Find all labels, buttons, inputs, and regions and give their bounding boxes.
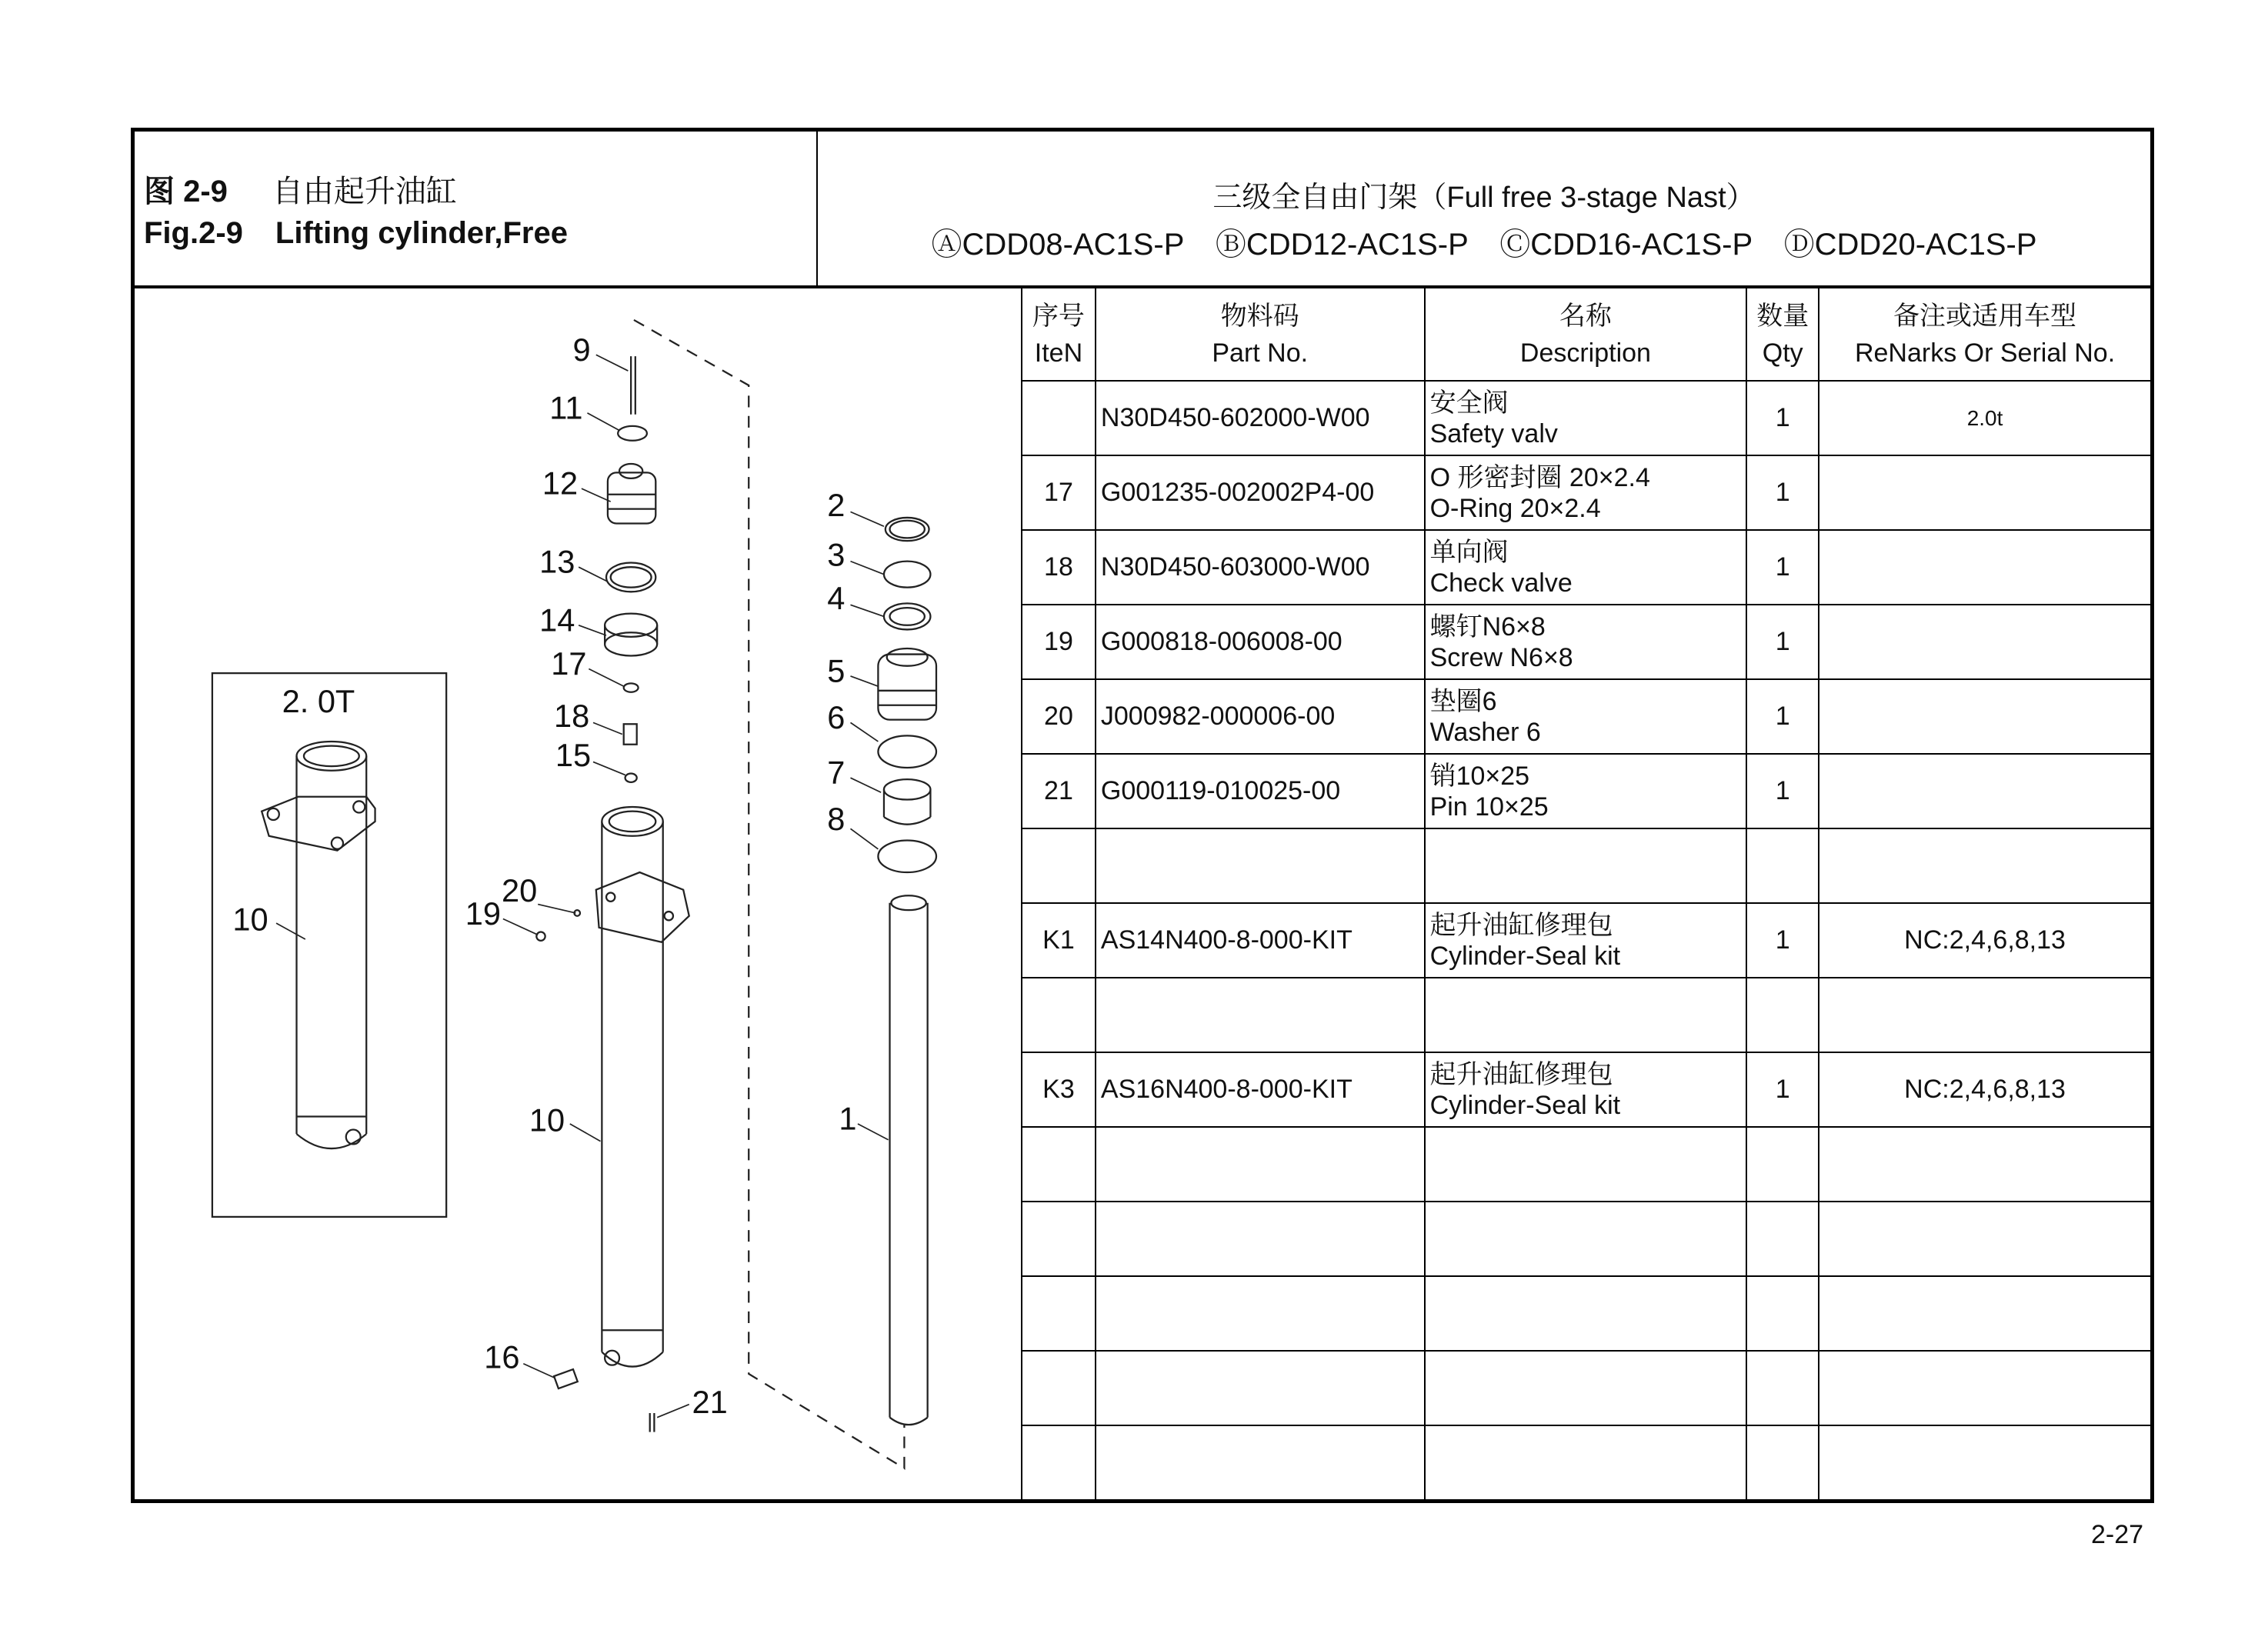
- desc-cn: 垫圈6: [1429, 686, 1497, 716]
- callout-3: 3: [827, 536, 845, 573]
- cell-qty: 1: [1746, 530, 1819, 605]
- cell-item: 18: [1022, 530, 1096, 605]
- cell-part-no: N30D450-602000-W00: [1096, 381, 1425, 455]
- desc-cn: 安全阀: [1429, 388, 1509, 418]
- cell-qty: 1: [1746, 605, 1819, 679]
- desc-en: O-Ring 20×2.4: [1429, 493, 1601, 523]
- model-b: ⒷCDD12-AC1S-P: [1215, 228, 1469, 262]
- cell-part-no: AS16N400-8-000-KIT: [1096, 1052, 1425, 1127]
- cell-part-no: N30D450-603000-W00: [1096, 530, 1425, 605]
- desc-cn: O 形密封圈 20×2.4: [1429, 462, 1650, 492]
- main-cylinder-parts: [878, 518, 936, 1425]
- callout-4: 4: [827, 579, 845, 616]
- callout-18: 18: [553, 698, 590, 735]
- cell-part-no: J000982-000006-00: [1096, 679, 1425, 754]
- desc-en: Washer 6: [1429, 717, 1541, 747]
- callout-15: 15: [555, 737, 592, 774]
- model-c: ⒸCDD16-AC1S-P: [1499, 228, 1753, 262]
- cell-item: 17: [1022, 455, 1096, 530]
- desc-cn: 销10×25: [1429, 761, 1530, 791]
- desc-cn: 单向阀: [1429, 537, 1509, 567]
- col-part-no: 物料码 Part No.: [1096, 288, 1425, 381]
- callout-6: 6: [827, 698, 845, 735]
- free-lift-cylinder-parts: [536, 356, 689, 1432]
- cell-qty: 1: [1746, 455, 1819, 530]
- callout-17: 17: [551, 645, 587, 682]
- callout-2: 2: [827, 487, 845, 524]
- fig-en-title: Lifting cylinder,Free: [275, 216, 568, 250]
- inset-label: 2. 0T: [282, 683, 355, 720]
- callout-leaders: [276, 355, 889, 1417]
- model-d: ⒹCDD20-AC1S-P: [1783, 228, 2037, 262]
- cell-remarks: NC:2,4,6,8,13: [1819, 1052, 2150, 1127]
- cell-remarks: NC:2,4,6,8,13: [1819, 903, 2150, 978]
- page-number: 2-27: [2091, 1520, 2144, 1549]
- callout-5: 5: [827, 652, 845, 689]
- col-qty: 数量 Qty: [1746, 288, 1819, 381]
- inset-box: [212, 673, 446, 1217]
- fig-cn-title: 自由起升油缸: [272, 175, 457, 208]
- desc-en: Cylinder-Seal kit: [1429, 941, 1621, 971]
- cell-qty: 1: [1746, 903, 1819, 978]
- cell-item: 19: [1022, 605, 1096, 679]
- callout-16: 16: [484, 1338, 520, 1375]
- desc-en: Check valve: [1429, 568, 1573, 598]
- col-item: 序号 IteN: [1022, 288, 1096, 381]
- cell-item: K3: [1022, 1052, 1096, 1127]
- cell-qty: 1: [1746, 1052, 1819, 1127]
- desc-en: Cylinder-Seal kit: [1429, 1090, 1621, 1120]
- cell-item: K1: [1022, 903, 1096, 978]
- col-remarks: 备注或适用车型 ReNarks Or Serial No.: [1819, 288, 2150, 381]
- cell-qty: 1: [1746, 754, 1819, 828]
- cell-part-no: G000818-006008-00: [1096, 605, 1425, 679]
- callout-8: 8: [827, 801, 845, 838]
- desc-en: Safety valv: [1429, 418, 1558, 448]
- callout-14: 14: [539, 602, 575, 638]
- cell-part-no: AS14N400-8-000-KIT: [1096, 903, 1425, 978]
- callout-numbers: [232, 332, 856, 1420]
- callout-11: 11: [549, 389, 583, 426]
- callout-7: 7: [827, 754, 845, 791]
- cell-remarks: 2.0t: [1819, 381, 2150, 455]
- cell-item: 20: [1022, 679, 1096, 754]
- mast-title: 三级全自由门架（Full free 3-stage Nast）: [1212, 182, 1756, 214]
- desc-cn: 起升油缸修理包: [1429, 1059, 1613, 1089]
- fig-en-label: Fig.2-9: [144, 216, 243, 250]
- model-a: ⒶCDD08-AC1S-P: [931, 228, 1184, 262]
- col-description: 名称 Description: [1425, 288, 1747, 381]
- desc-en: Screw N6×8: [1429, 642, 1573, 672]
- callout-10: 10: [529, 1102, 565, 1138]
- cell-part-no: G001235-002002P4-00: [1096, 455, 1425, 530]
- callout-9: 9: [572, 331, 591, 368]
- cell-item: 21: [1022, 754, 1096, 828]
- callout-19: 19: [465, 895, 501, 932]
- fig-cn-label: 图 2-9: [144, 175, 228, 208]
- desc-en: Pin 10×25: [1429, 792, 1549, 822]
- callout-12: 12: [542, 465, 579, 502]
- inset-cylinder: [262, 742, 375, 1148]
- cell-qty: 1: [1746, 381, 1819, 455]
- cell-qty: 1: [1746, 679, 1819, 754]
- desc-cn: 螺钉N6×8: [1429, 612, 1546, 642]
- callout-10-inset: 10: [232, 901, 268, 938]
- callout-20: 20: [501, 872, 538, 908]
- callout-21: 21: [692, 1384, 728, 1421]
- cell-part-no: G000119-010025-00: [1096, 754, 1425, 828]
- desc-cn: 起升油缸修理包: [1429, 910, 1613, 940]
- assembly-dashed-outline: [634, 320, 904, 1468]
- callout-13: 13: [539, 543, 575, 580]
- callout-1: 1: [839, 1100, 857, 1137]
